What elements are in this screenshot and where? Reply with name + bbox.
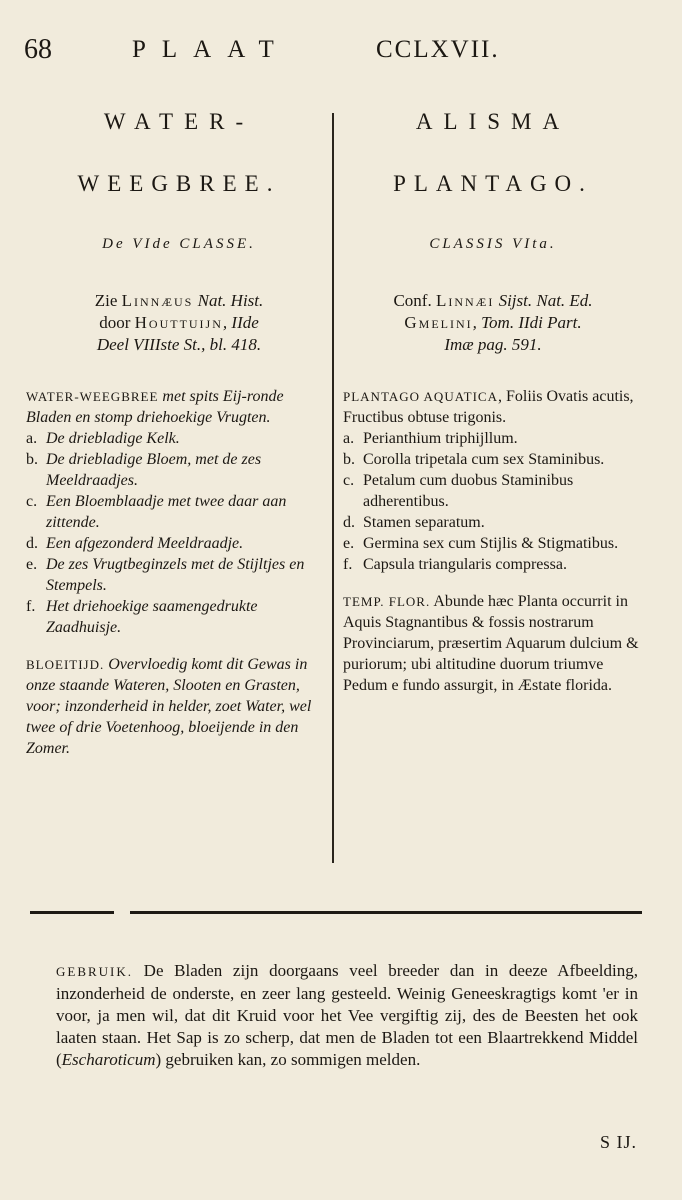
list-item: d. Een afgezonderd Meeldraadje. [26,535,244,552]
dutch-title-line2: WEEGBREE. [77,171,281,196]
ref-text: Zie [94,291,122,310]
dutch-title-line1: WATER- [103,109,255,134]
ref-editor: Gmelini [404,313,473,332]
long-rule [130,911,642,914]
short-rule [30,911,114,914]
page-number: 68 [24,34,52,65]
ref-volume: , Tom. IIdi Part. [472,313,582,332]
plate-number: CCLXVII. [376,36,500,63]
dutch-flowering-time [26,654,332,759]
usage-text-end: ) gebruiken kan, zo sommigen melden. [155,1050,421,1069]
latin-title-line1: ALISMA [415,109,571,134]
latin-title-line2: PLANTAGO. [393,171,593,196]
signature-mark: S IJ. [600,1132,638,1152]
ref-work: Nat. Hist. [193,291,264,310]
description-text: met spits Eij-ronde Bladen en stomp driehoekige Vrugten. [26,388,284,426]
list-item: f. Het driehoekige saamengedrukte Zaadhuisje. [26,598,258,636]
usage-term: Escharoticum [61,1050,156,1069]
usage-text: De Bladen zijn doorgaans veel breeder dan in deeze Afbeelding, inzonderheid de onderste, en zeer lang gesteeld. Weinig Geneeskragtigs komt 'er in voor, ja men wil, dat dit Kruid voor het Vee vergiftig zij, des de Beesten het ook laaten staan. Het Sap is zo scherp, dat men de Bladen tot een Blaartrekkend Middel ( [56,961,638,1069]
description-lead: PLANTAGO AQUATICA [343,389,498,404]
description-lead: WATER-WEEGBREE [26,389,159,404]
dutch-column [26,100,332,759]
usage-paragraph [56,960,638,1071]
list-item: a. Perianthium triphijllum. [343,430,518,447]
ref-text: Conf. [393,291,436,310]
ref-text: door [99,313,135,332]
latin-class: CLASSIS VIta. [429,236,557,252]
list-item: e. De zes Vrugtbeginzels met de Stijltjes en Stempels. [26,556,305,594]
flowering-lead: TEMP. FLOR. [343,594,431,609]
list-item: c. Petalum cum duobus Staminibus adherentibus. [343,472,574,510]
list-item: a. De driebladige Kelk. [26,430,180,447]
dutch-description [26,386,332,428]
list-item: f. Capsula triangularis compressa. [343,556,567,573]
description-text: , Foliis Ovatis acutis, Fructibus obtuse trigonis. [343,388,634,426]
list-item: b. De driebladige Bloem, met de zes Meeldraadjes. [26,451,262,489]
column-divider [332,113,334,863]
dutch-reference [26,290,332,386]
flowering-text: Abunde hæc Planta occurrit in Aquis Stagnantibus & fossis nostrarum Provinciarum, præsertim Aquarum dulcium & puriorum; ubi altitudine duorum triumve Pedum e fundo assurgit, in Æstate florida. [343,593,639,694]
ref-author: Linnæi [435,291,495,310]
ref-part: Imæ pag. 591. [444,335,542,354]
ref-translator: Houttuijn [134,313,223,332]
flowering-lead: BLOEITIJD. [26,657,105,672]
list-item: d. Stamen separatum. [343,514,485,531]
ref-author: Linnæus [121,291,194,310]
plate-label: PLAAT [132,36,290,63]
dutch-class: De VIde CLASSE. [102,236,256,252]
list-item: e. Germina sex cum Stijlis & Stigmatibus. [343,535,619,552]
ref-part: Deel VIIIste St., bl. 418. [96,335,262,354]
latin-reference [343,290,643,386]
list-item: b. Corolla tripetala cum sex Staminibus. [343,451,605,468]
flowering-text: Overvloedig komt dit Gewas in onze staande Wateren, Slooten en Grasten, voor; inzonderheid in helder, zoet Water, wel twee of drie Voetenhoog, bloeijende in den Zomer. [26,656,312,757]
ref-work: Sijst. Nat. Ed. [494,291,593,310]
ref-volume: , IIde [222,313,259,332]
latin-description [343,386,643,428]
list-item: c. Een Bloemblaadje met twee daar aan zittende. [26,493,287,531]
usage-lead: GEBRUIK. [56,964,134,979]
latin-flowering-time [343,591,643,696]
latin-column [343,100,643,696]
